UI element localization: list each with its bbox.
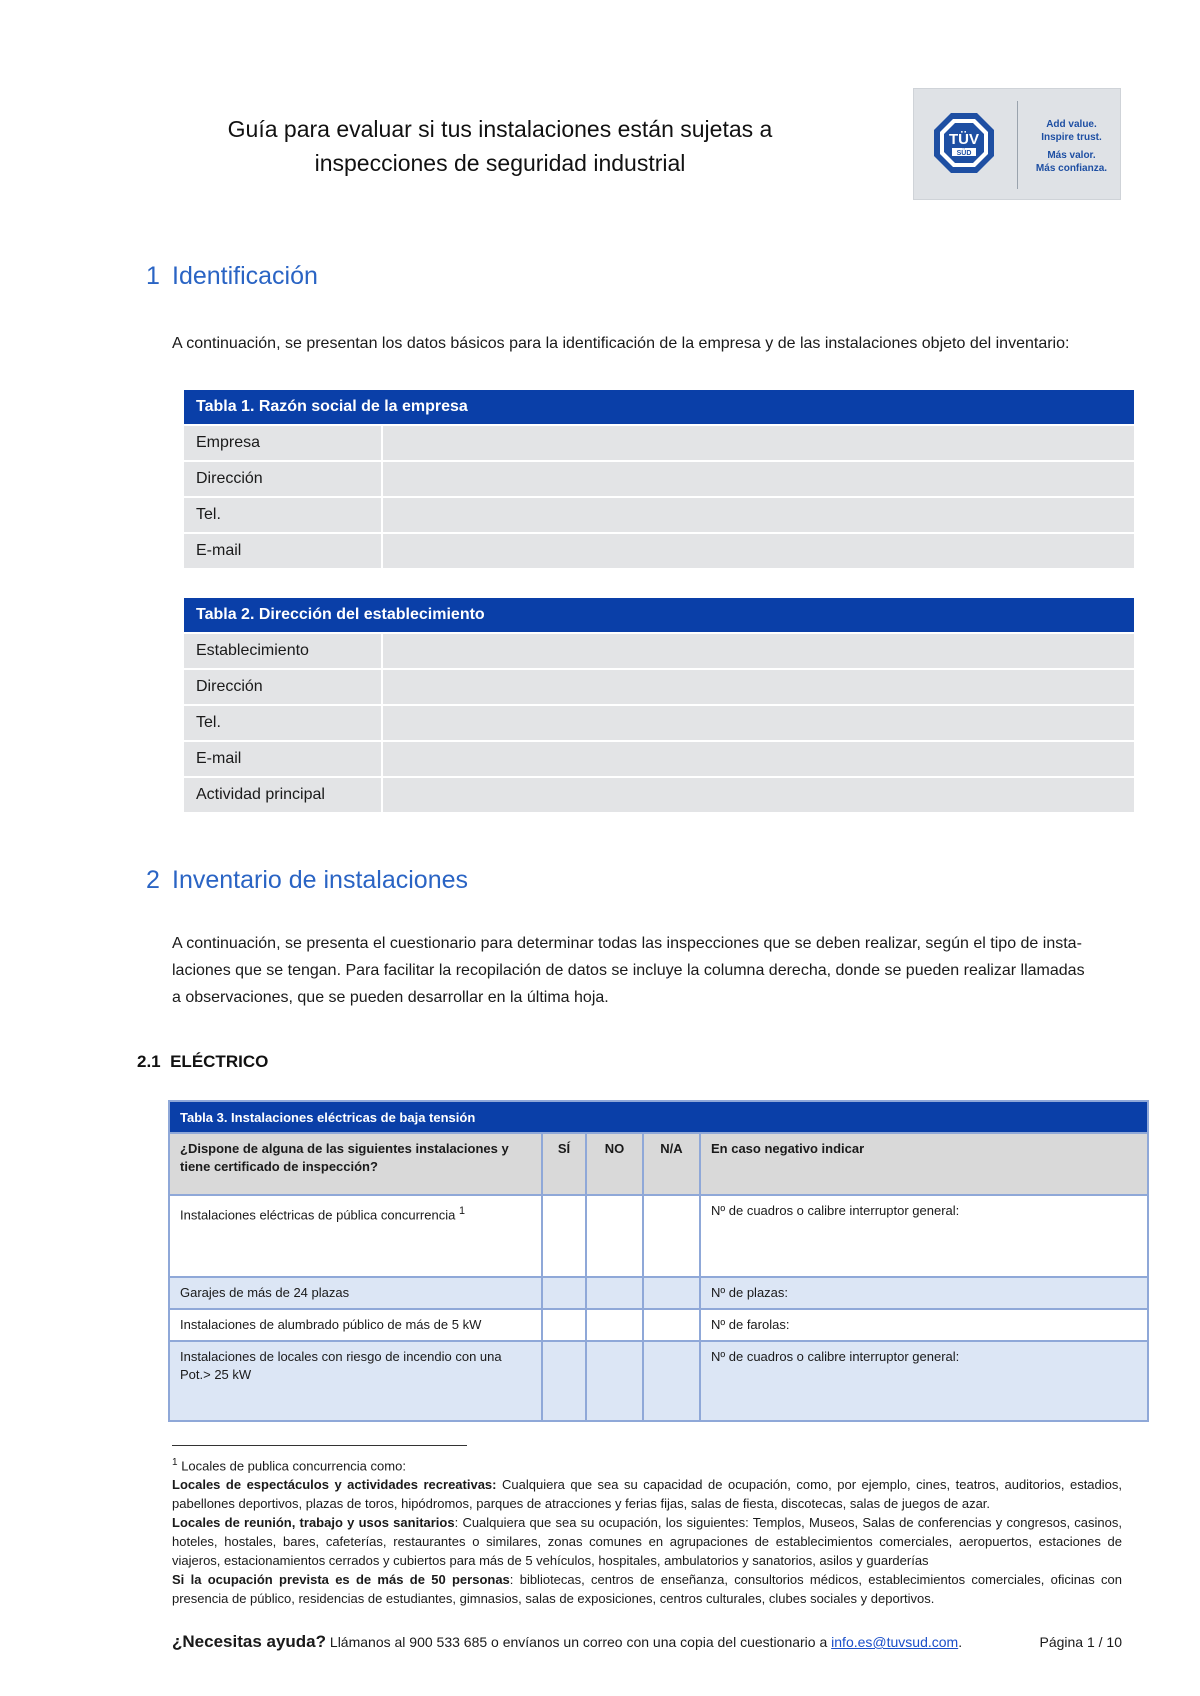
table-2-label-establecimiento: Establecimiento xyxy=(184,633,382,669)
table-3-item xyxy=(169,1195,542,1277)
footnote-p1-text: Cualquiera que sea su capacidad de ocupación, como, por ejemplo, cines, teatros, auditorios, estadios, pabellones deportivos, plazas de toros, hipódromos, parques de atracciones y ferias fijas, salas de fiesta, discotecas, salas de juegos de azar. xyxy=(172,1477,1122,1512)
logo-tagline-4: Más confianza. xyxy=(1035,163,1108,174)
footnote-p3-text: : bibliotecas, centros de enseñanza, consultorios médicos, establecimientos comerciales, oficinas con presencia de público, residencias de estudiantes, gimnasios, salas de exposiciones, centros culturales, clubes sociales y deportivos. xyxy=(172,1572,1122,1607)
footnote-p3-bold: Si la ocupación prevista es de más de 50 personas xyxy=(172,1572,510,1588)
table-3-check-na[interactable] xyxy=(643,1341,700,1421)
footer-help: ¿Necesitas ayuda? xyxy=(172,1632,327,1651)
table-1-field-email[interactable] xyxy=(382,533,1134,569)
table-3-check-si[interactable] xyxy=(542,1341,586,1421)
table-3-item: Instalaciones de locales con riesgo de incendio con una Pot.> 25 kW xyxy=(169,1341,542,1421)
table-2-field-tel[interactable] xyxy=(382,705,1134,741)
table-row xyxy=(169,1277,1148,1309)
logo-tagline-1: Add value. xyxy=(1046,119,1097,130)
section-2-intro-line3: a observaciones, que se pueden desarrollar en la última hoja. xyxy=(172,989,609,1006)
table-3-check-si[interactable] xyxy=(542,1277,586,1309)
table-2-establishment xyxy=(184,598,1134,814)
footnote-rule xyxy=(172,1445,467,1446)
table-3-title: Tabla 3. Instalaciones eléctricas de baja tensión xyxy=(169,1101,1148,1133)
table-2-label-actividad: Actividad principal xyxy=(184,777,382,813)
document-title xyxy=(150,112,850,180)
table-3-note: Nº de farolas: xyxy=(700,1309,1148,1341)
table-3-check-si[interactable] xyxy=(542,1195,586,1277)
footnote-ref: 1 xyxy=(458,1205,465,1217)
footnote-p2-text: : Cualquiera que sea su ocupación, los siguientes: Templos, Museos, Salas de conferencias y congresos, casinos, hoteles, hostales, bares, cafeterías, restaurantes o similares, zonas comunes en agrupaciones de establecimientos comerciales, aeropuertos, estaciones de viajeros, estacionamientos cerrados y cubiertos para más de 5 vehículos, hospitales, ambulatorios y sanatorios, asilos y guarderías xyxy=(172,1515,1122,1569)
table-3-check-na[interactable] xyxy=(643,1277,700,1309)
table-3-note: Nº de plazas: xyxy=(700,1277,1148,1309)
table-3-header-na: N/A xyxy=(643,1133,700,1195)
footnote-p1-bold: Locales de espectáculos y actividades recreativas: xyxy=(172,1477,497,1493)
subsection-2-1-title: ELÉCTRICO xyxy=(170,1052,269,1071)
table-2-label-direccion: Dirección xyxy=(184,669,382,705)
logo-tagline-2: Inspire trust. xyxy=(1041,132,1102,143)
section-1-number: 1 xyxy=(146,262,160,290)
section-2-intro-line2: laciones que se tengan. Para facilitar la recopilación de datos se incluye la columna derecha, donde se pueden realizar llamadas xyxy=(172,962,1085,979)
logo-divider xyxy=(1017,101,1018,189)
table-1-label-direccion: Dirección xyxy=(184,461,382,497)
table-2-title: Tabla 2. Dirección del establecimiento xyxy=(184,598,1134,633)
table-row xyxy=(169,1195,1148,1277)
section-2-intro xyxy=(172,930,1122,1011)
subsection-2-1-number: 2.1 xyxy=(137,1052,161,1071)
table-1-company xyxy=(184,390,1134,570)
table-3-header-no: NO xyxy=(586,1133,643,1195)
table-3-check-no[interactable] xyxy=(586,1195,643,1277)
logo-tagline-3: Más valor. xyxy=(1047,150,1096,161)
footnote xyxy=(172,1453,1122,1608)
table-3-header-note: En caso negativo indicar xyxy=(700,1133,1148,1195)
table-1-label-empresa: Empresa xyxy=(184,425,382,461)
table-row xyxy=(169,1341,1148,1421)
document-title-line1: Guía para evaluar si tus instalaciones están sujetas a xyxy=(227,116,773,142)
table-2-field-establecimiento[interactable] xyxy=(382,633,1134,669)
footnote-p2-bold: Locales de reunión, trabajo y usos sanitarios xyxy=(172,1515,455,1531)
table-3-note: Nº de cuadros o calibre interruptor general: xyxy=(700,1195,1148,1277)
table-2-field-actividad[interactable] xyxy=(382,777,1134,813)
table-1-label-tel: Tel. xyxy=(184,497,382,533)
page-footer xyxy=(172,1632,1122,1652)
footer-email-link[interactable]: info.es@tuvsud.com xyxy=(831,1634,959,1650)
subsection-2-1-heading xyxy=(137,1052,268,1072)
table-3-check-si[interactable] xyxy=(542,1309,586,1341)
footnote-intro: Locales de publica concurrencia como: xyxy=(181,1458,406,1474)
section-1-intro: A continuación, se presentan los datos básicos para la identificación de la empresa y de las instalaciones objeto del inventario: xyxy=(172,335,1070,352)
footer-text: Llámanos al 900 533 685 o envíanos un correo con una copia del cuestionario a xyxy=(326,1634,832,1650)
table-2-field-email[interactable] xyxy=(382,741,1134,777)
section-1-title: Identificación xyxy=(172,262,318,290)
table-1-title: Tabla 1. Razón social de la empresa xyxy=(184,390,1134,425)
table-3-header-question: ¿Dispone de alguna de las siguientes instalaciones y tiene certificado de inspección? xyxy=(169,1133,542,1195)
footnote-marker: 1 xyxy=(172,1457,178,1468)
section-1-heading xyxy=(146,262,318,291)
section-2-number: 2 xyxy=(146,866,160,894)
table-3-item-text: Instalaciones eléctricas de pública concurrencia xyxy=(180,1207,456,1223)
table-3-check-no[interactable] xyxy=(586,1341,643,1421)
table-1-field-direccion[interactable] xyxy=(382,461,1134,497)
footer-end: . xyxy=(958,1634,963,1650)
section-2-title: Inventario de instalaciones xyxy=(172,866,469,894)
table-row xyxy=(169,1309,1148,1341)
logo-badge-sub: SÜD xyxy=(956,150,972,157)
table-3-header-si: SÍ xyxy=(542,1133,586,1195)
table-2-field-direccion[interactable] xyxy=(382,669,1134,705)
tuv-octagon-icon xyxy=(932,111,996,175)
table-1-field-empresa[interactable] xyxy=(382,425,1134,461)
table-2-label-tel: Tel. xyxy=(184,705,382,741)
table-2-label-email: E-mail xyxy=(184,741,382,777)
table-3-item: Garajes de más de 24 plazas xyxy=(169,1277,542,1309)
table-1-field-tel[interactable] xyxy=(382,497,1134,533)
table-3-note: Nº de cuadros o calibre interruptor general: xyxy=(700,1341,1148,1421)
page-number: Página 1 / 10 xyxy=(1039,1634,1122,1650)
table-3-check-no[interactable] xyxy=(586,1309,643,1341)
table-1-label-email: E-mail xyxy=(184,533,382,569)
table-3-check-na[interactable] xyxy=(643,1195,700,1277)
table-3-check-na[interactable] xyxy=(643,1309,700,1341)
table-3-electrical xyxy=(168,1100,1149,1422)
section-2-intro-line1: A continuación, se presenta el cuestionario para determinar todas las inspecciones que se deben realizar, según el tipo de insta- xyxy=(172,935,1082,952)
logo-badge-text: TÜV xyxy=(949,131,979,148)
tuv-sud-logo xyxy=(913,88,1121,200)
section-2-heading xyxy=(146,866,468,895)
table-3-item: Instalaciones de alumbrado público de más de 5 kW xyxy=(169,1309,542,1341)
document-title-line2: inspecciones de seguridad industrial xyxy=(314,150,686,176)
table-3-check-no[interactable] xyxy=(586,1277,643,1309)
